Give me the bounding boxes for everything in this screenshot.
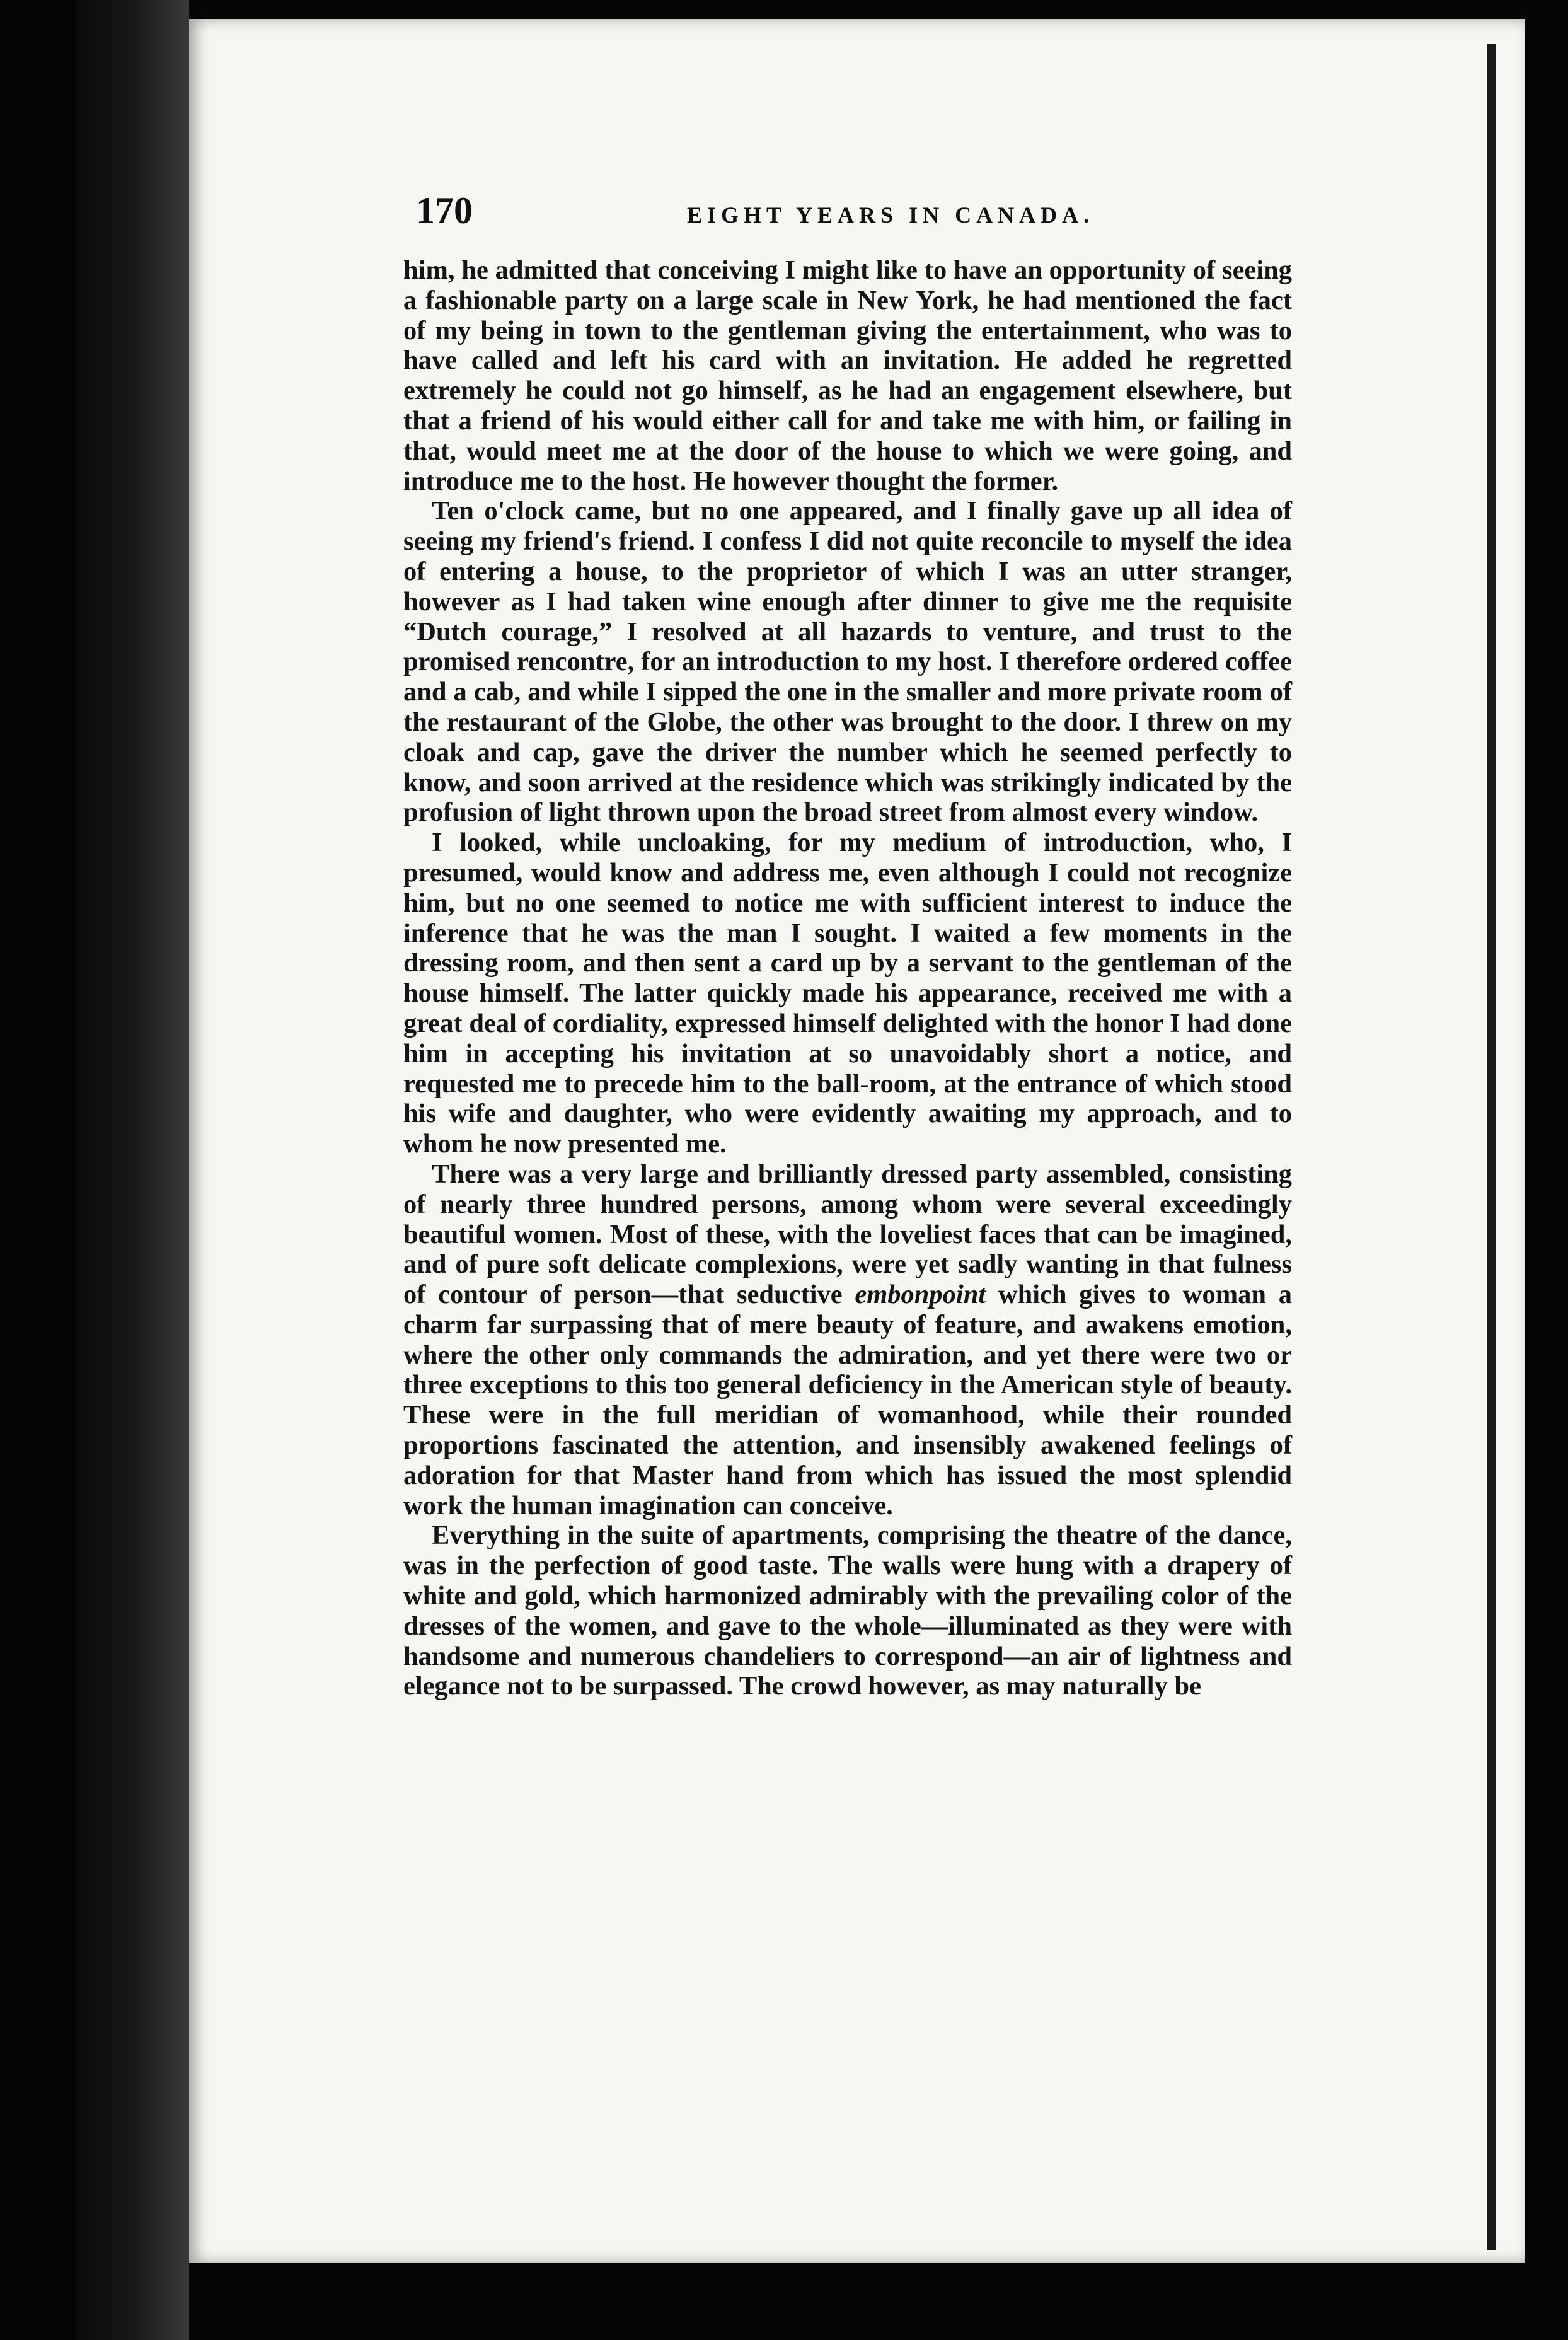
book-gutter <box>76 0 189 2340</box>
paragraph-5 <box>403 1520 1292 1701</box>
page-header <box>416 189 1311 240</box>
paragraph-text: Everything in the suite of apartments, comprising the theatre of the dance, was in the perfection of good taste. The walls were hung with a drapery of white and gold, which harmonized admirably with the prevailing color of the dresses of the women, and gave to the whole—illuminated as they were with handsome and numerous chandeliers to correspond—an air of lightness and elegance not to be surpassed. The crowd however, as may naturally be <box>403 1520 1292 1701</box>
paragraph-2 <box>403 496 1292 828</box>
paragraph-text: There was a very large and brilliantly dressed party assembled, consisting of nearly three hundred persons, among whom were several exceedingly beautiful women. Most of these, with the loveliest faces that can be imagined, and of pure soft delicate complexions, were yet sadly wanting in that fulness of contour of person—that seductive <box>403 1159 1292 1310</box>
paragraph-3 <box>403 828 1292 1159</box>
page-number: 170 <box>416 190 473 231</box>
italic-word: embonpoint <box>855 1280 986 1310</box>
paragraph-text: which gives to woman a charm far surpassing that of mere beauty of feature, and awakens emotion, where the other only commands the admiration, and yet there were two or three exceptions to this too general deficiency in the American style of beauty. These were in the full meridian of womanhood, while their rounded proportions fascinated the attention, and insensibly awakened feelings of adoration for that Master hand from which has issued the most splendid work the human imagination can conceive. <box>403 1280 1292 1520</box>
paragraph-text: I looked, while uncloaking, for my medium of introduction, who, I presumed, would know and address me, even although I could not recognize him, but no one seemed to notice me with sufficient interest to induce the inference that he was the man I sought. I waited a few moments in the dressing room, and then sent a card up by a servant to the gentleman of the house himself. The latter quickly made his appearance, received me with a great deal of cordiality, expressed himself delighted with the honor I had done him in accepting his invitation at so unavoidably short a notice, and requested me to precede him to the ball-room, at the entrance of which stood his wife and daughter, who were evidently awaiting my approach, and to whom he now presented me. <box>403 828 1292 1159</box>
running-head: EIGHT YEARS IN CANADA. <box>687 202 1095 228</box>
paragraph-1 <box>403 255 1292 496</box>
paragraph-text: him, he admitted that conceiving I might like to have an opportunity of seeing a fashionable party on a large scale in New York, he had mentioned the fact of my being in town to the gentleman giving the entertainment, who was to have called and left his card with an invitation. He added he regretted extremely he could not go himself, as he had an engagement elsewhere, but that a friend of his would either call for and take me with him, or failing in that, would meet me at the door of the house to which we were going, and introduce me to the host. He however thought the former. <box>403 255 1292 496</box>
paragraph-4 <box>403 1159 1292 1521</box>
page-edge-shadow <box>1487 44 1496 2250</box>
body-text <box>403 255 1292 1701</box>
paragraph-text: Ten o'clock came, but no one appeared, and I finally gave up all idea of seeing my friend's friend. I confess I did not quite reconcile to myself the idea of entering a house, to the proprietor of which I was an utter stranger, however as I had taken wine enough after dinner to give me the requisite “Dutch courage,” I resolved at all hazards to venture, and trust to the promised rencontre, for an introduction to my host. I therefore ordered coffee and a cab, and while I sipped the one in the smaller and more private room of the restaurant of the Globe, the other was brought to the door. I threw on my cloak and cap, gave the driver the number which he seemed perfectly to know, and soon arrived at the residence which was strikingly indicated by the profusion of light thrown upon the broad street from almost every window. <box>403 496 1292 828</box>
